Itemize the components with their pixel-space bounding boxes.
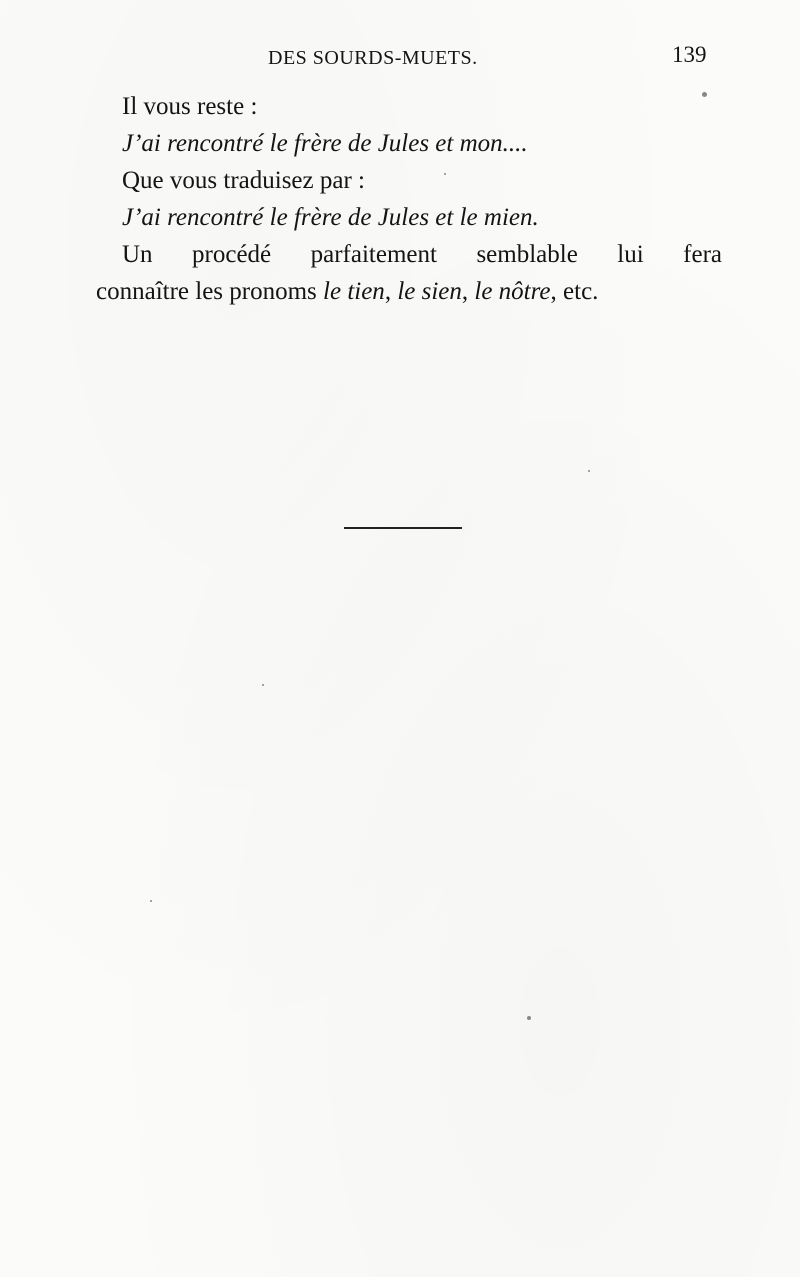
pronoun-le-tien: le tien <box>323 278 385 305</box>
running-head: DES SOURDS-MUETS. <box>268 47 478 69</box>
paragraph-first-line: Un procédé parfaitement semblable lui fera <box>122 241 722 268</box>
pronoun-le-sien: le sien <box>397 278 462 305</box>
text-line: Que vous traduisez par : <box>122 167 365 194</box>
section-end-rule <box>344 527 462 529</box>
paragraph-text: , etc. <box>550 278 599 305</box>
paper-speck <box>262 684 264 686</box>
body-text <box>96 88 722 310</box>
pronoun-le-notre: le nôtre <box>474 278 551 305</box>
paragraph-text: connaître les pronoms <box>96 278 324 305</box>
paper-speck <box>702 92 707 97</box>
page-number: 139 <box>672 42 707 67</box>
paper-speck <box>150 900 152 902</box>
paper-speck <box>444 173 446 175</box>
example-sentence: J’ai rencontré le frère de Jules et mon.... <box>122 130 528 157</box>
example-sentence: J’ai rencontré le frère de Jules et le mien. <box>122 204 539 231</box>
text-line: Il vous reste : <box>122 93 258 120</box>
paragraph-last-line <box>96 273 722 310</box>
paper-speck <box>527 1016 531 1020</box>
punctuation: , <box>461 278 475 305</box>
paper-speck <box>588 470 590 472</box>
punctuation: , <box>384 278 398 305</box>
